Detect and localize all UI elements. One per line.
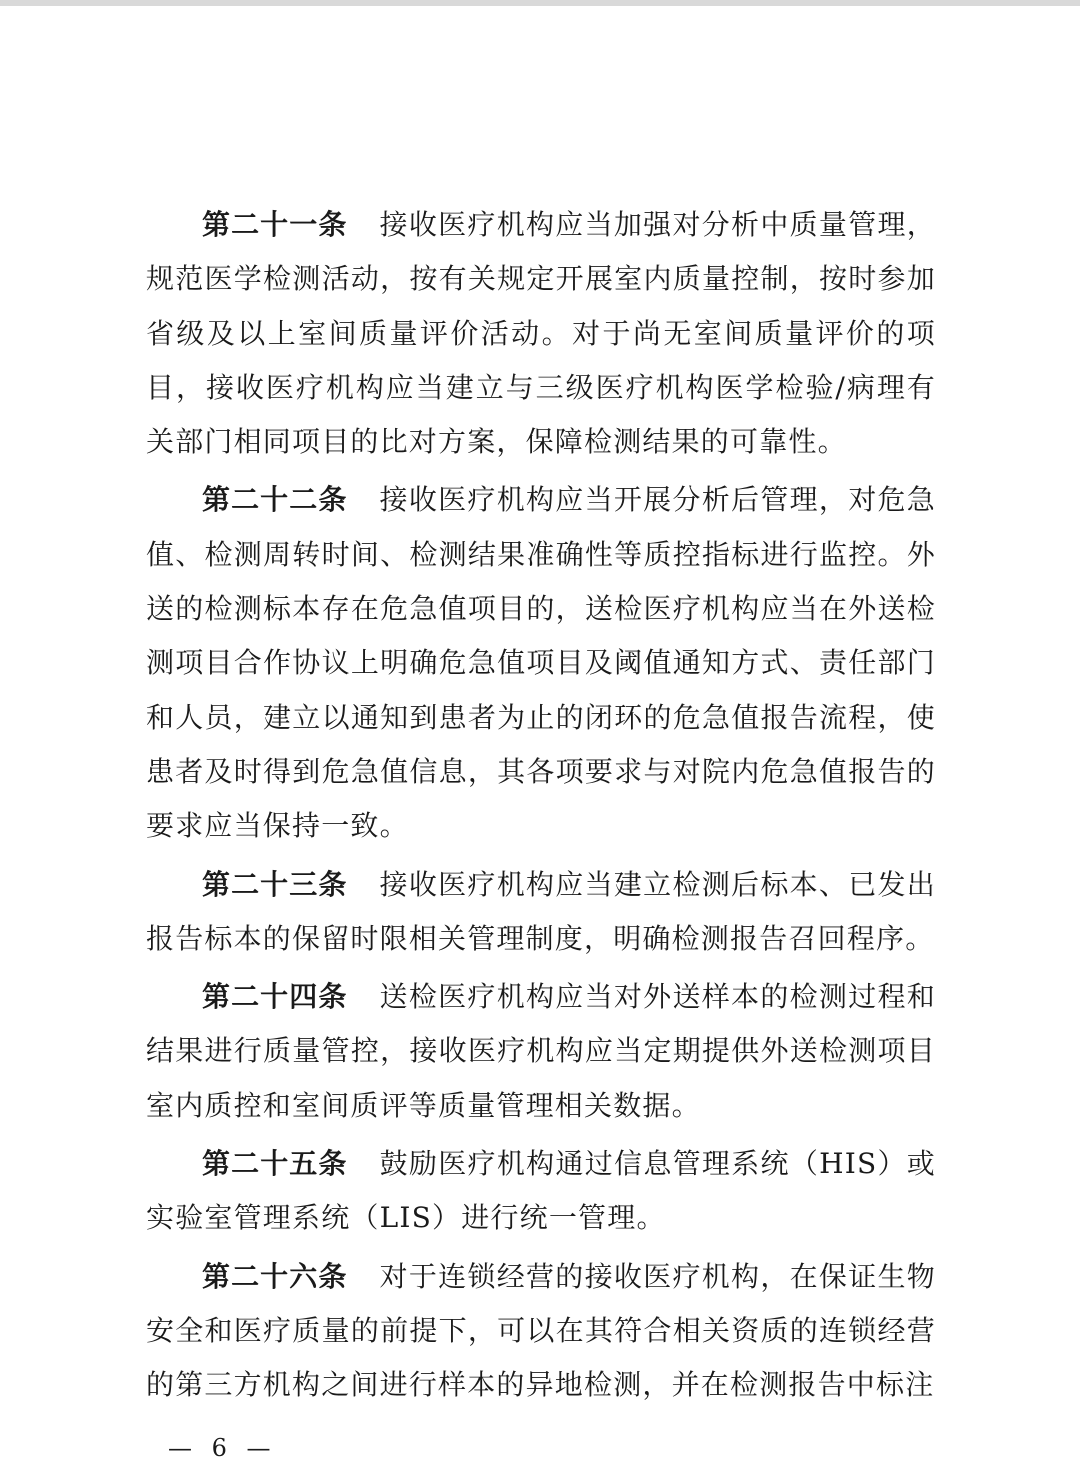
article-number: 第二十二条 <box>202 483 348 517</box>
article-23 <box>146 858 936 967</box>
article-number: 第二十三条 <box>202 867 348 901</box>
article-22 <box>146 473 936 853</box>
article-number: 第二十六条 <box>202 1259 348 1293</box>
article-text: 接收医疗机构应当加强对分析中质量管理，规范医学检测活动，按有关规定开展室内质量控制，按时参加省级及以上室间质量评价活动。对于尚无室间质量评价的项目，接收医疗机构应当建立与三级医疗机构医学检验/病理有关部门相同项目的比对方案，保障检测结果的可靠性。 <box>146 208 936 459</box>
document-body <box>146 198 936 1417</box>
article-text: 接收医疗机构应当开展分析后管理，对危急值、检测周转时间、检测结果准确性等质控指标进行监控。外送的检测标本存在危急值项目的，送检医疗机构应当在外送检测项目合作协议上明确危急值项目及阈值通知方式、责任部门和人员，建立以通知到患者为止的闭环的危急值报告流程，使患者及时得到危急值信息，其各项要求与对院内危急值报告的要求应当保持一致。 <box>146 483 936 843</box>
article-25 <box>146 1137 936 1246</box>
article-text: 对于连锁经营的接收医疗机构，在保证生物安全和医疗质量的前提下，可以在其符合相关资质的连锁经营的第三方机构之间进行样本的异地检测，并在检测报告中标注 <box>146 1259 936 1402</box>
article-number: 第二十四条 <box>202 980 348 1014</box>
article-text: 接收医疗机构应当建立检测后标本、已发出报告标本的保留时限相关管理制度，明确检测报告召回程序。 <box>146 867 936 955</box>
article-text: 送检医疗机构应当对外送样本的检测过程和结果进行质量管控，接收医疗机构应当定期提供外送检测项目室内质控和室间质评等质量管理相关数据。 <box>146 980 936 1122</box>
article-21 <box>146 198 936 469</box>
article-26 <box>146 1250 936 1413</box>
article-24 <box>146 970 936 1133</box>
article-number: 第二十一条 <box>202 208 348 241</box>
top-edge-strip <box>0 0 1080 6</box>
page-number: — 6 — <box>168 1434 277 1462</box>
article-text: 鼓励医疗机构通过信息管理系统（HIS）或实验室管理系统（LIS）进行统一管理。 <box>146 1147 936 1235</box>
article-number: 第二十五条 <box>202 1147 348 1181</box>
